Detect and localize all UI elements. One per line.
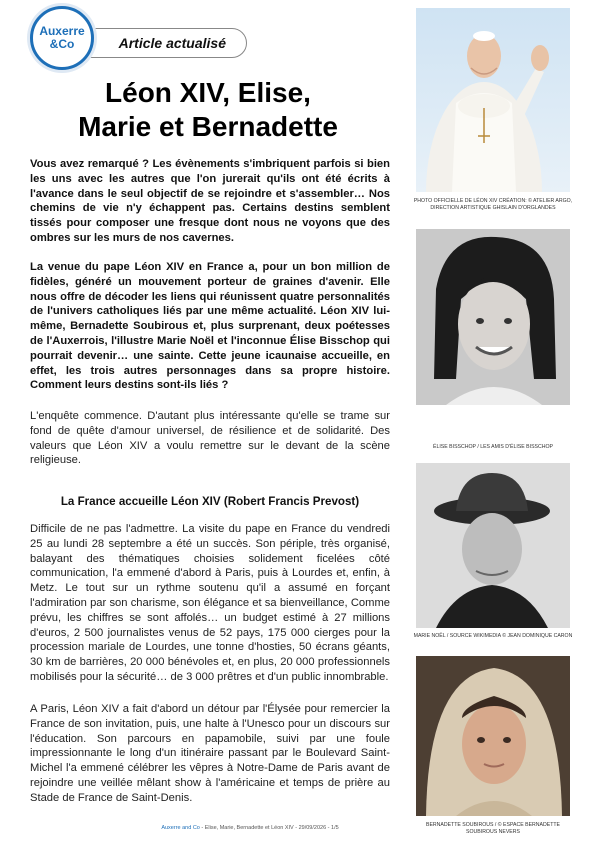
logo-text-line1: Auxerre [39, 24, 85, 38]
paragraph-3: A Paris, Léon XIV a fait d'abord un détour par l'Élysée pour remercier la France de son invitation, puis, une halte à l'Unesco pour un discours sur l'éducation. Son parcours en papamobile, suivi par une foule impressionnante le long d'un itinéraire passant par le Boulevard Saint-Michel l'a emmené célébrer les vêpres à Notre-Dame de Paris avant de rejoindre une veillée mêlant show à l'américaine et temps de prière au Stade de France de Saint-Denis. [30, 703, 390, 804]
lead-paragraph: La venue du pape Léon XIV en France a, pour un bon million de fidèles, généré un mouvement porteur de graines d'avenir. Elle nous offre de décoder les liens qui réunissent quatre personnalités de l'univers catholiques liés par une même actualité. Léon XIV lui-même, Bernadette Soubirous et, plus surprenant, deux poétesses de l'Auxerrois, l'illustre Marie Noël et l'inconnue Élise Bisschop qui pourrait devenir… une sainte. Cette jeune icaunaise accueille, en effet, les trois autres personnages dans sa propre histoire. Comment leurs destins sont-ils liés ? [30, 261, 390, 392]
footer-text: - Elise, Marie, Bernadette et Léon XIV - 29/09/2026 - 1/5 [199, 825, 339, 831]
photo-marie-noel [416, 463, 570, 628]
paragraph-2: Difficile de ne pas l'admettre. La visite du pape en France du vendredi 25 au lundi 28 septembre a été un succès. Son périple, très organisé, balayant des thématiques choisies solidement ficelées côté communication, l'a emmené d'abord à Paris, puis à Lourdes et, enfin, à Metz. Le tout sur un rythme soutenu qu'il a assumé en forçant l'admiration par son charisme, son élégance et sa bienveillance, Comme prévu, les chiffres se sont affolés… un budget estimé à 27 millions d'euros, 2 500 journalistes venus de 52 pays, 175 000 cierges pour la procession mariale de Lourdes, une tonne d'hosties, 50 écrans géants, 30 km de barrières, 20 000 bénévoles et, en plus, 20 000 professionnels mobilisés pour la sécurité… de 3 000 prêtres et d'un public innombrable. [30, 523, 390, 683]
title-line-2: Marie et Bernadette [78, 111, 338, 142]
auxerre-co-logo[interactable] [30, 6, 94, 70]
section-heading: La France accueille Léon XIV (Robert Francis Prevost) [60, 495, 360, 508]
elise-illustration [416, 229, 570, 405]
logo-text-line2: &Co [49, 37, 75, 51]
page-footer [100, 825, 400, 831]
title-line-1: Léon XIV, Elise, [105, 77, 311, 108]
photo-caption-bernadette: BERNADETTE SOUBIROUS / © ESPACE BERNADETTE SOUBIROUS NEVERS [425, 822, 560, 835]
photo-caption-elise: ÉLISE BISSCHOP / LES AMIS D'ÉLISE BISSCHOP [433, 444, 553, 450]
intro-paragraph: Vous avez remarqué ? Les évènements s'imbriquent parfois si bien les uns avec les autres que l'on jurerait qu'ils ont été écrits à l'avance dans le seul objectif de se rejoindre et s'assembler… Nos chemins de vie n'y échappent pas. Certains destins semblent tissés pour composer une fresque dont nous ne voyons que des ombres sur les murs de nos cavernes. [30, 158, 390, 244]
paragraph-1: L'enquête commence. D'autant plus intéressante qu'elle se trame sur fond de quête d'amour universel, de résilience et de solidarité. Des valeurs que Léon XIV a voulu remettre sur le devant de la scène religieuse. [30, 410, 390, 467]
footer-site-link[interactable]: Auxerre and Co [161, 825, 200, 831]
photo-caption-leon: PHOTO OFFICIELLE DE LÉON XIV CRÉATION: © ATELIER ARGO, DIRECTION ARTISTIQUE GHISLAIN D'ORGLANDES [413, 198, 573, 211]
bernadette-illustration [416, 656, 570, 816]
pope-illustration [416, 8, 570, 192]
photo-caption-marie: MARIE NOËL / SOURCE WIKIMEDIA © JEAN DOMINIQUE CARON [413, 633, 573, 639]
marie-noel-illustration [416, 463, 570, 628]
article-title [18, 76, 398, 144]
photo-bernadette-soubirous [416, 656, 570, 816]
badge-label: Article actualisé [118, 35, 226, 51]
photo-elise-bisschop [416, 229, 570, 405]
photo-leon-xiv [416, 8, 570, 192]
